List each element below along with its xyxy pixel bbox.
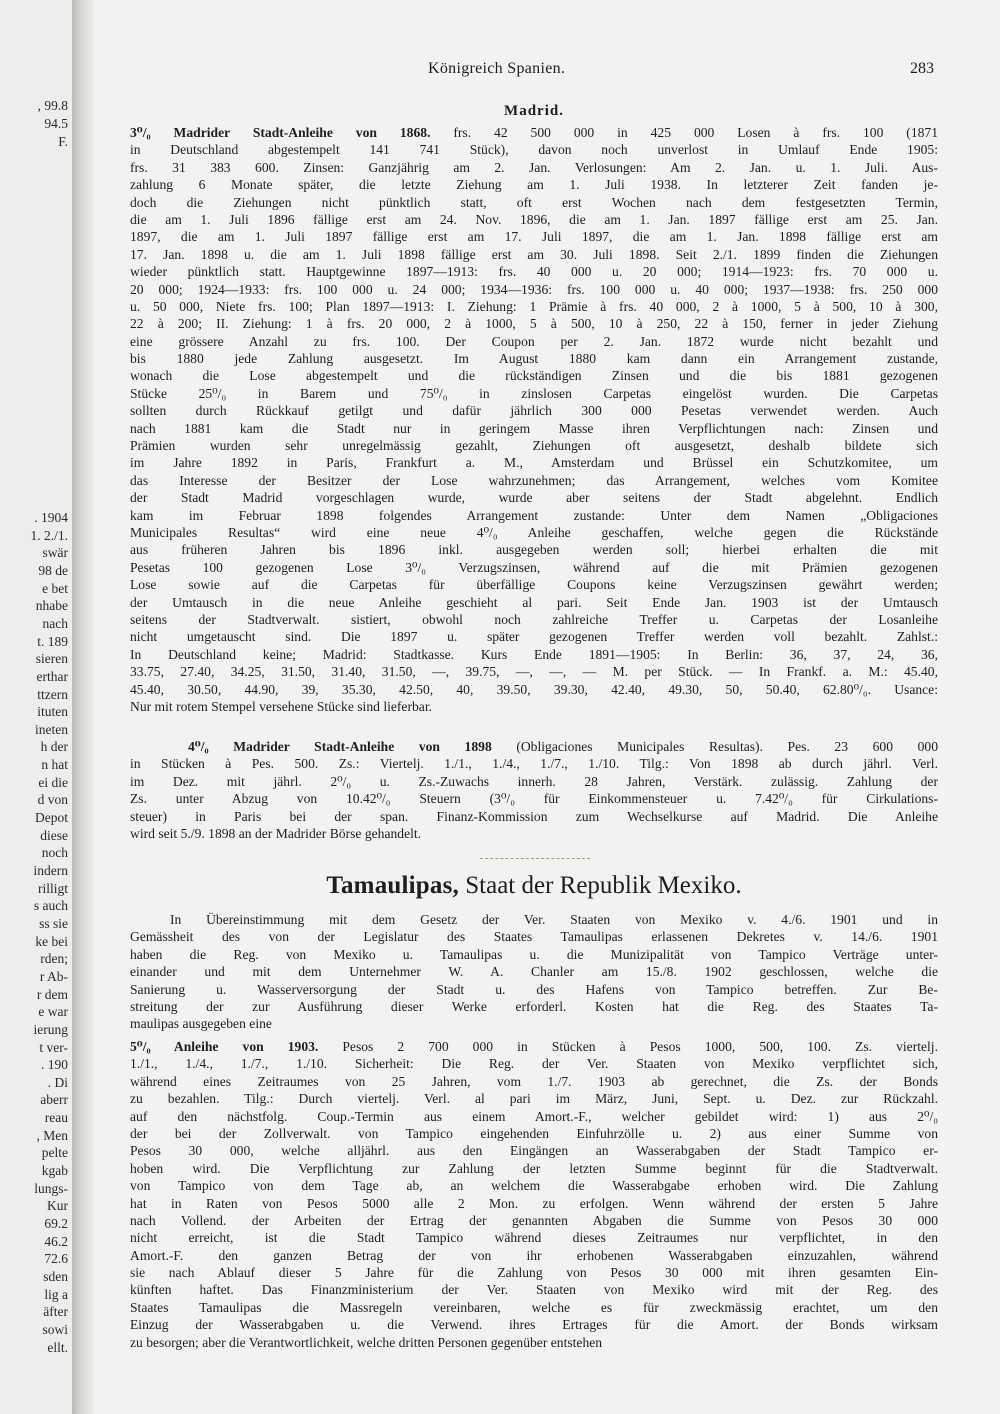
text-line: sollten durch Rückkauf getilgt und dafür jährlich 300 000 Pesetas verwendet werden. Auch: [130, 403, 938, 419]
text-line: Pesos 30 000, welche alljährl. aus den Eingängen an Wasserabgaben der Stadt Tampico er-: [130, 1143, 938, 1159]
margin-fragment: reau: [44, 1110, 68, 1126]
text-line: maulipas ausgegeben eine: [130, 1016, 272, 1032]
text-line: wonach die Lose abgestempelt und die rückständigen Zinsen und die bis 1881 gezogenen: [130, 368, 938, 384]
text-line: In Übereinstimmung mit dem Gesetz der Ver. Staaten von Mexiko v. 4./6. 1901 und in: [170, 912, 938, 927]
margin-fragment: e bet: [42, 580, 68, 596]
text-line: nach 1881 kam die Stadt nur in geringem Masse ihren Verpflichtungen nach: Zinsen und: [130, 420, 938, 436]
section-heading-madrid: Madrid.: [504, 103, 564, 119]
margin-fragment: r Ab-: [39, 968, 68, 984]
text-line: Nur mit rotem Stempel versehene Stücke sind lieferbar.: [130, 698, 432, 714]
margin-fragment: h der: [40, 739, 68, 755]
text-line: der Umtausch in die neue Anleihe geschieht al pari. Seit Ende Jan. 1903 ist der Umtausch: [130, 594, 938, 610]
margin-fragment: kgab: [41, 1163, 68, 1179]
margin-fragment: Depot: [35, 810, 68, 826]
text-line: 20 000; 1924—1933: frs. 100 000 u. 24 000; 1934—1936: frs. 100 000 u. 40 000; 1937—1938: frs. 250 000: [130, 281, 938, 297]
text-line: Pesetas 100 gezogenen Lose 3⁰/₀ Verzugszinsen, während auf die mit Prämien gezogenen: [130, 559, 938, 575]
text-line: im Jahre 1892 in Paris, Frankfurt a. M., Amsterdam und Brüssel ein Schutzkomitee, um: [130, 455, 938, 471]
margin-fragment: sieren: [35, 651, 68, 667]
margin-fragment: . 1904: [34, 510, 68, 525]
margin-fragment: . Di: [47, 1074, 68, 1090]
margin-fragment: pelte: [41, 1145, 68, 1161]
text-line: u. 50 000, Niete frs. 100; Plan 1897—1913: I. Ziehung: 1 Prämie à frs. 40 000, 2 à 1000, 5 à 500, 10 à 300,: [130, 298, 938, 314]
madrid-loan-1898-paragraph: [130, 738, 938, 842]
text-line: 1./1., 1./4., 1./7., 1./10. Sicherheit: Die Reg. der Ver. Staaten von Mexiko verpflichtet sich,: [130, 1056, 938, 1072]
text-line: Staates Tamaulipas die Massregeln vereinbaren, welche es für zweckmässig erachtet, um den: [130, 1299, 938, 1315]
text-line: wird seit 5./9. 1898 an der Madrider Börse gehandelt.: [130, 825, 422, 841]
margin-fragment: 69.2: [44, 1216, 68, 1231]
text-line: nicht erreicht, ist die Stadt Tampico während dieses Zeitraumes nur verpflichtet, in den: [130, 1230, 938, 1246]
book-page: [130, 0, 938, 1414]
text-line: in Deutschland abgestempelt 141 741 Stück), davon noch unverlost in Umlauf Ende 1905:: [130, 142, 938, 158]
text-line: 22 à 200; II. Ziehung: 1 à frs. 20 000, 2 à 1000, 5 à 500, 10 à 250, 22 à 150, ferner in jeder Ziehung: [130, 316, 938, 332]
text-line: Amort.-F. den ganzen Betrag der von ihr erhobenen Wasserabgaben einzuzahlen, während: [130, 1247, 938, 1263]
madrid-loan-1868-paragraph: [130, 124, 938, 715]
margin-fragment: . 190: [41, 1057, 68, 1073]
margin-fragment: 98 de: [38, 562, 68, 578]
margin-fragment: sowi: [42, 1321, 68, 1337]
text-line: im Dez. mit jährl. 2⁰/₀ u. Zs.-Zuwachs innerh. 28 Jahren, Verstärk. zulässig. Zahlung der: [130, 773, 938, 789]
text-line: zahlung 6 Monate später, die letzte Ziehung am 1. Juli 1938. In letzterer Zeit fanden je-: [130, 177, 938, 193]
text-line: die am 1. Juli 1896 fällige erst am 24. Nov. 1896, die am 1. Jan. 1897 fällige erst am 25. Jan.: [130, 211, 938, 227]
margin-fragment: lig a: [44, 1286, 68, 1302]
margin-fragment: ineten: [35, 721, 68, 737]
margin-fragment: indern: [33, 863, 68, 878]
text-line: doch die Ziehungen nicht pünktlich statt, oft erst Wochen nach dem festgesetzten Termin,: [130, 194, 938, 210]
text-line: aus früheren Jahren bis 1896 inkl. ausgegeben werden soll; hierbei erhalten die mit: [130, 542, 938, 558]
text-line: In Deutschland keine; Madrid: Stadtkasse. Kurs Ende 1891—1905: In Berlin: 36, 37, 24, 36,: [130, 646, 938, 662]
margin-fragment: 72.6: [44, 1251, 68, 1267]
text-line: Sanierung u. Wasserversorgung der Stadt u. des Hafens von Tampico betreffen. Zur Be-: [130, 981, 938, 997]
margin-fragment: 46.2: [44, 1233, 68, 1249]
margin-fragment: ke bei: [35, 933, 68, 949]
margin-fragment: diese: [40, 827, 68, 843]
margin-fragment: rilligt: [38, 880, 68, 896]
margin-fragment: nhabe: [35, 598, 68, 614]
margin-fragment: d von: [37, 792, 68, 808]
text-line: einander und mit dem Unternehmer W. A. Chanler am 15./8. 1902 geschlossen, welche die: [130, 964, 938, 980]
text-line: wieder pünktlich statt. Hauptgewinne 1897—1913: frs. 40 000 u. 20 000; 1914—1923: frs. 70 000 u.: [130, 264, 938, 280]
text-line: Municipales Resultas“ wird eine neue 4⁰/₀ Anleihe geschaffen, welche gegen die Rückstände: [130, 524, 938, 540]
running-title: Königreich Spanien.: [428, 60, 566, 77]
text-line: frs. 31 383 600. Zinsen: Ganzjährig am 2. Jan. Verlosungen: Am 2. Jan. u. 1. Juli. Aus-: [130, 159, 938, 175]
text-line: Lose sowie auf die Carpetas für überfällige Coupons keine Verzugszinsen gewährt werden;: [130, 577, 938, 593]
previous-page-margin: [0, 0, 72, 1414]
text-line: künften haftet. Das Finanzministerium der Ver. Staaten von Mexiko wird mit der Reg. des: [130, 1282, 938, 1298]
text-line: hoben wird. Die Verpflichtung zur Zahlung der letzten Summe beginnt für die Stadtverwalt.: [130, 1160, 938, 1176]
text-line: nicht umgetauscht sind. Die 1897 u. später gezogenen Treffer werden voll bezahlt. Zahlst.:: [130, 629, 938, 645]
margin-fragment: n hat: [41, 757, 68, 773]
text-line: bis 1880 jede Zahlung ausgesetzt. Im August 1880 kam dann ein Arrangement zustande,: [130, 351, 938, 367]
section-divider: [480, 858, 590, 859]
margin-fragment: lungs-: [34, 1180, 68, 1196]
margin-fragment: ttzern: [37, 686, 68, 702]
text-line: zu bezahlen. Tilg.: Durch viertelj. Verl. al pari im März, Juni, Sept. u. Dez. zur Rückzahl.: [130, 1091, 938, 1107]
tamaulipas-intro-paragraph: [130, 911, 938, 1033]
margin-fragment: nach: [42, 615, 68, 631]
text-line: in Stücken à Pes. 500. Zs.: Viertelj. 1./1., 1./4., 1./7., 1./10. Tilg.: Von 1898 ab durch jährl. Verl.: [130, 756, 938, 772]
margin-fragment: ellt.: [47, 1339, 68, 1355]
tamaulipas-loan-1903-paragraph: [130, 1038, 938, 1351]
text-line: Prämien wurden sehr unregelmässig gezahlt, Ziehungen oft ausgesetzt, deshalb bildete sich: [130, 438, 938, 454]
margin-fragment: s auch: [33, 898, 68, 914]
heading-subtitle: Staat der Republik Mexiko.: [459, 872, 742, 899]
text-line: 4⁰/₀ Madrider Stadt-Anleihe von 1898 (Obligaciones Municipales Resultas). Pes. 23 600 000: [188, 739, 938, 754]
text-line: von Tampico von dem Tage ab, an welchem die Wasserabgabe erhoben wird. Die Zahlung: [130, 1178, 938, 1194]
margin-fragment: , Men: [36, 1127, 68, 1143]
text-line: nach Vollend. der Arbeiten der Ertrag der genannten Abgaben die Summe von Pesos 30 000: [130, 1212, 938, 1228]
text-line: 33.75, 27.40, 34.25, 31.50, 31.40, 31.50, —, 39.75, —, —, — M. per Stück. — In Frankf. a. M.: 45.40,: [130, 664, 938, 680]
text-line: 45.40, 30.50, 44.90, 39, 35.30, 42.50, 40, 39.50, 39.30, 42.40, 49.30, 50, 50.40, 62.80⁰/₀. Usance:: [130, 681, 938, 697]
margin-fragment: rden;: [40, 951, 68, 967]
margin-fragment: 1. 2./1.: [30, 527, 68, 543]
book-gutter: [72, 0, 94, 1414]
margin-fragment: ei die: [38, 774, 68, 790]
text-line: sie nach Ablauf dieser 5 Jahre für die Zahlung von Pesos 30 000 mit ihren gesamten Ein-: [130, 1265, 938, 1281]
text-line: Stücke 25⁰/₀ in Barem und 75⁰/₀ in zinslosen Carpetas eingelöst wurden. Die Carpetas: [130, 385, 938, 401]
section-heading-tamaulipas: [130, 872, 938, 900]
text-line: Gemässheit des von der Legislatur des Staates Tamaulipas erlassenen Dekretes v. 14./6. 1901: [130, 929, 938, 945]
margin-fragment: ituten: [37, 704, 68, 720]
text-line: während eines Zeitraumes von 25 Jahren, vom 1./7. 1903 ab gerechnet, die Zs. der Bonds: [130, 1073, 938, 1089]
text-line: hat in Raten von Pesos 5000 alle 2 Mon. zu erfolgen. Wenn während der ersten 5 Jahre: [130, 1195, 938, 1211]
text-line: Zs. unter Abzug von 10.42⁰/₀ Steuern (3⁰/₀ für Einkommensteuer u. 7.42⁰/₀ für Cirkulations-: [130, 791, 938, 807]
margin-fragment: t ver-: [39, 1039, 68, 1055]
text-line: zu besorgen; aber die Verantwortlichkeit, welche dritten Personen gegenüber entstehen: [130, 1334, 603, 1350]
text-line: steuer) in Paris bei der span. Finanz-Kommission zum Wechselkurse auf Madrid. Die Anleihe: [130, 808, 938, 824]
text-line: das Interesse der Besitzer der Lose wahrzunehmen; das Arrangement, welches vom Komitee: [130, 472, 938, 488]
margin-fragment: r dem: [36, 986, 68, 1002]
page-number: 283: [910, 60, 934, 77]
text-line: streitung der zur Ausführung dieser Werke erforderl. Kosten hat die Reg. des Staates Ta-: [130, 998, 938, 1014]
text-line: Einzug der Wasserabgaben u. die Verwend. ihres Ertrages für die Amort. der Bonds wirksam: [130, 1317, 938, 1333]
text-line: 5⁰/₀ Anleihe von 1903. Pesos 2 700 000 in Stücken à Pesos 1000, 500, 100. Zs. viertelj.: [130, 1039, 938, 1054]
margin-fragment: F.: [58, 134, 68, 149]
margin-fragment: ss sie: [39, 915, 68, 931]
margin-fragment: ierung: [33, 1021, 68, 1037]
margin-fragment: aberr: [40, 1092, 68, 1108]
margin-fragment: äfter: [43, 1304, 68, 1320]
text-line: 3⁰/₀ Madrider Stadt-Anleihe von 1868. frs. 42 500 000 in 425 000 Losen à frs. 100 (1871: [130, 125, 938, 140]
heading-state-name: Tamaulipas,: [326, 872, 459, 899]
text-line: seitens der Stadtverwalt. sistiert, obwohl noch zahlreiche Treffer u. Carpetas der Losanleihe: [130, 611, 938, 627]
margin-fragment: , 99.8: [37, 98, 68, 113]
margin-fragment: sden: [43, 1268, 68, 1284]
margin-fragment: e war: [38, 1004, 68, 1020]
margin-fragment: noch: [41, 845, 68, 861]
text-line: der Stadt Madrid vorgeschlagen wurde, wurde aber seitens der Stadt abgelehnt. Endlich: [130, 490, 938, 506]
text-line: der bei der Zollverwalt. von Tampico eingehenden Einfuhrzölle u. 2) aus einer Summe von: [130, 1125, 938, 1141]
margin-fragment: t. 189: [37, 633, 68, 649]
margin-fragment: Kur: [47, 1198, 68, 1214]
text-line: kam im Februar 1898 folgendes Arrangement zustande: Unter dem Namen „Obligaciones: [130, 507, 938, 523]
text-line: 17. Jan. 1898 u. die am 1. Juli 1898 fällige erst am 30. Juli 1898. Seit 2./1. 1899 finden die Ziehungen: [130, 246, 938, 262]
margin-fragment: swär: [42, 545, 68, 561]
text-line: 1897, die am 1. Juli 1897 fällige erst am 17. Juli 1897, die am 1. Jan. 1898 fällige erst am: [130, 229, 938, 245]
text-line: eine grössere Anzahl zu frs. 100. Der Coupon per 2. Jan. 1872 wurde nicht bezahlt und: [130, 333, 938, 349]
text-line: auf den nächstfolg. Coup.-Termin aus einem Amort.-F., welcher gebildet wird: 1) aus 2⁰/₀: [130, 1108, 938, 1124]
margin-fragment: 94.5: [44, 116, 68, 131]
running-header: [130, 60, 938, 82]
margin-fragment: erthar: [36, 668, 68, 684]
text-line: haben die Reg. von Mexiko u. Tamaulipas u. die Munizipalität von Tampico Verträge unter-: [130, 946, 938, 962]
